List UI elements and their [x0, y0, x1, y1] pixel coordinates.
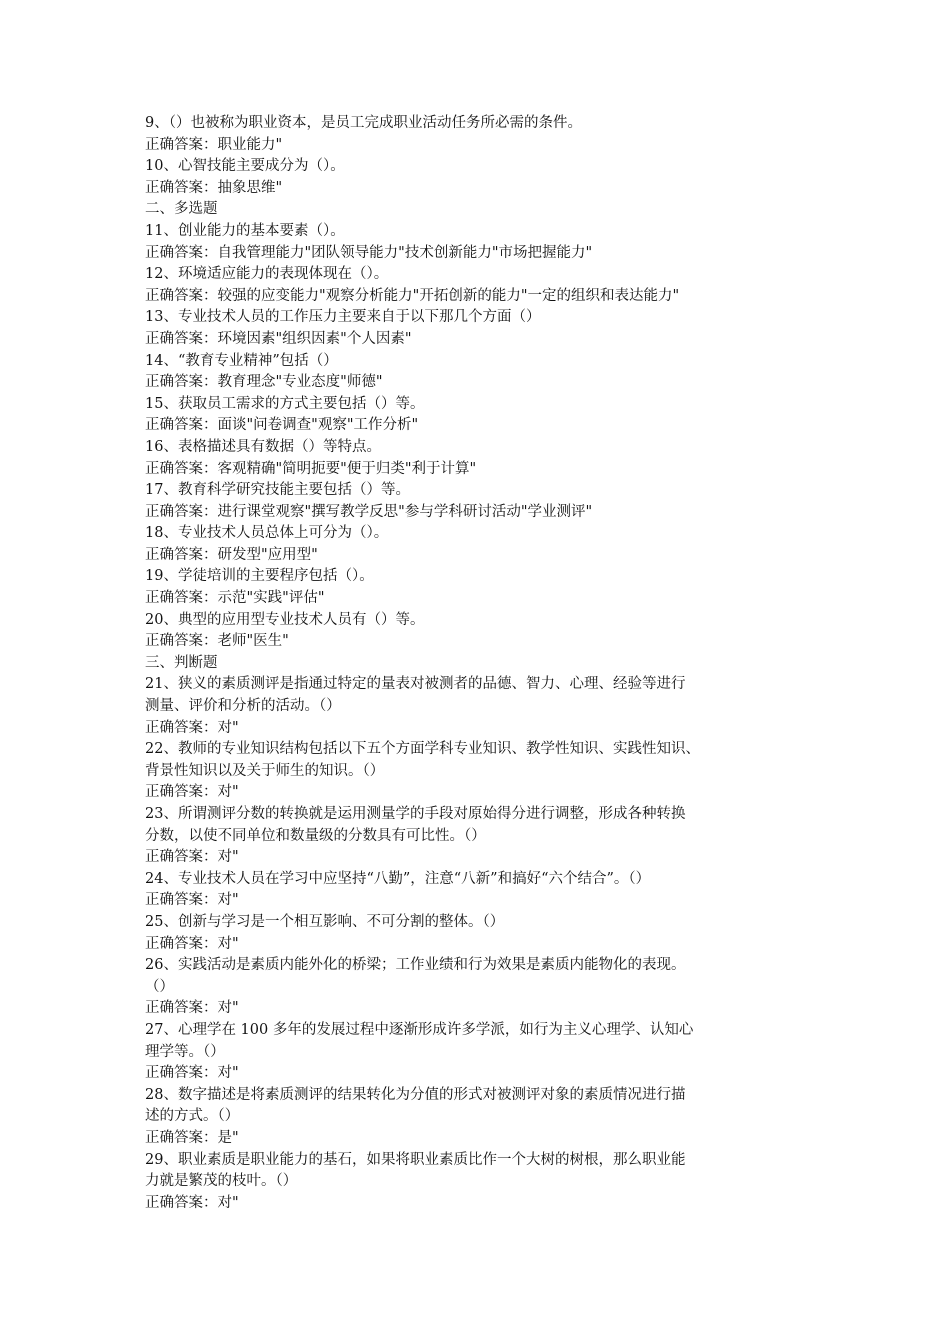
question-26-line-2: （）: [145, 978, 174, 995]
question-21: [145, 674, 785, 717]
question-17: 17、教育科学研究技能主要包括（）等。: [145, 482, 410, 499]
question-24: 24、专业技术人员在学习中应坚持“八勤”，注意“八新”和搞好“六个结合”。（）: [145, 870, 651, 887]
answer-15: 正确答案：面谈"问卷调查"观察"工作分析": [145, 417, 419, 434]
answer-27: 正确答案：对": [145, 1065, 239, 1082]
section-heading-multiple-choice: 二、多选题: [145, 201, 218, 218]
answer-22: 正确答案：对": [145, 784, 239, 801]
answer-19: 正确答案：示范"实践"评估": [145, 590, 325, 607]
answer-9: 正确答案：职业能力": [145, 136, 283, 153]
answer-23: 正确答案：对": [145, 849, 239, 866]
question-26-line-1: 26、实践活动是素质内能外化的桥梁；工作业绩和行为效果是素质内能物化的表现。: [145, 957, 686, 974]
answer-18: 正确答案：研发型"应用型": [145, 546, 318, 563]
answer-10: 正确答案：抽象思维": [145, 179, 283, 196]
answer-14: 正确答案：教育理念"专业态度"师德": [145, 374, 383, 391]
question-21-line-1: 21、狭义的素质测评是指通过特定的量表对被测者的品德、智力、心理、经验等进行: [145, 676, 686, 693]
question-25: 25、创新与学习是一个相互影响、不可分割的整体。（）: [145, 913, 505, 930]
question-27-line-1: 27、心理学在 100 多年的发展过程中逐渐形成许多学派，如行为主义心理学、认知心: [145, 1021, 694, 1038]
question-19: 19、学徒培训的主要程序包括（）。: [145, 568, 374, 585]
answer-16: 正确答案：客观精确"简明扼要"便于归类"利于计算": [145, 460, 477, 477]
question-10: 10、心智技能主要成分为（）。: [145, 158, 345, 175]
document-page: [145, 113, 785, 1214]
answer-20: 正确答案：老师"医生": [145, 633, 289, 650]
answer-13: 正确答案：环境因素"组织因素"个人因素": [145, 330, 412, 347]
question-15: 15、获取员工需求的方式主要包括（）等。: [145, 395, 425, 412]
answer-17: 正确答案：进行课堂观察"撰写教学反思"参与学科研讨活动"学业测评": [145, 503, 593, 520]
question-22-line-2: 背景性知识以及关于师生的知识。（）: [145, 762, 385, 779]
section-heading-true-false: 三、判断题: [145, 654, 218, 671]
question-23-line-2: 分数，以使不同单位和数量级的分数具有可比性。（）: [145, 827, 486, 844]
question-26: [145, 955, 785, 998]
question-18: 18、专业技术人员总体上可分为（）。: [145, 525, 389, 542]
question-23-line-1: 23、所谓测评分数的转换就是运用测量学的手段对原始得分进行调整，形成各种转换: [145, 806, 686, 822]
question-27: [145, 1020, 785, 1063]
question-20: 20、典型的应用型专业技术人员有（）等。: [145, 611, 425, 628]
question-28-line-1: 28、数字描述是将素质测评的结果转化为分值的形式对被测评对象的素质情况进行描: [145, 1086, 686, 1103]
question-14: 14、“教育专业精神”包括（）: [145, 352, 338, 369]
question-9: 9、（）也被称为职业资本，是员工完成职业活动任务所必需的条件。: [145, 115, 582, 131]
question-28-line-2: 述的方式。（）: [145, 1108, 240, 1125]
question-28: [145, 1085, 785, 1128]
answer-24: 正确答案：对": [145, 892, 239, 909]
answer-25: 正确答案：对": [145, 935, 239, 952]
question-27-line-2: 理学等。（）: [145, 1043, 225, 1060]
question-29-line-2: 力就是繁茂的枝叶。（）: [145, 1173, 298, 1190]
question-23: [145, 804, 785, 847]
question-12: 12、环境适应能力的表现体现在（）。: [145, 266, 389, 283]
question-22-line-1: 22、教师的专业知识结构包括以下五个方面学科专业知识、教学性知识、实践性知识、: [145, 741, 700, 758]
answer-11: 正确答案：自我管理能力"团队领导能力"技术创新能力"市场把握能力": [145, 244, 593, 261]
answer-21: 正确答案：对": [145, 719, 239, 736]
answer-12: 正确答案：较强的应变能力"观察分析能力"开拓创新的能力"一定的组织和表达能力": [145, 287, 680, 304]
question-21-line-2: 测量、评价和分析的活动。（）: [145, 698, 341, 715]
question-13: 13、专业技术人员的工作压力主要来自于以下那几个方面（）: [145, 309, 541, 326]
answer-29: 正确答案：对": [145, 1194, 239, 1211]
question-22: [145, 739, 785, 782]
question-11: 11、创业能力的基本要素（）。: [145, 222, 345, 239]
question-16: 16、表格描述具有数据（）等特点。: [145, 438, 381, 455]
question-29-line-1: 29、职业素质是职业能力的基石，如果将职业素质比作一个大树的树根，那么职业能: [145, 1151, 686, 1168]
question-29: [145, 1150, 785, 1193]
answer-26: 正确答案：对": [145, 1000, 239, 1017]
answer-28: 正确答案：是": [145, 1129, 239, 1146]
